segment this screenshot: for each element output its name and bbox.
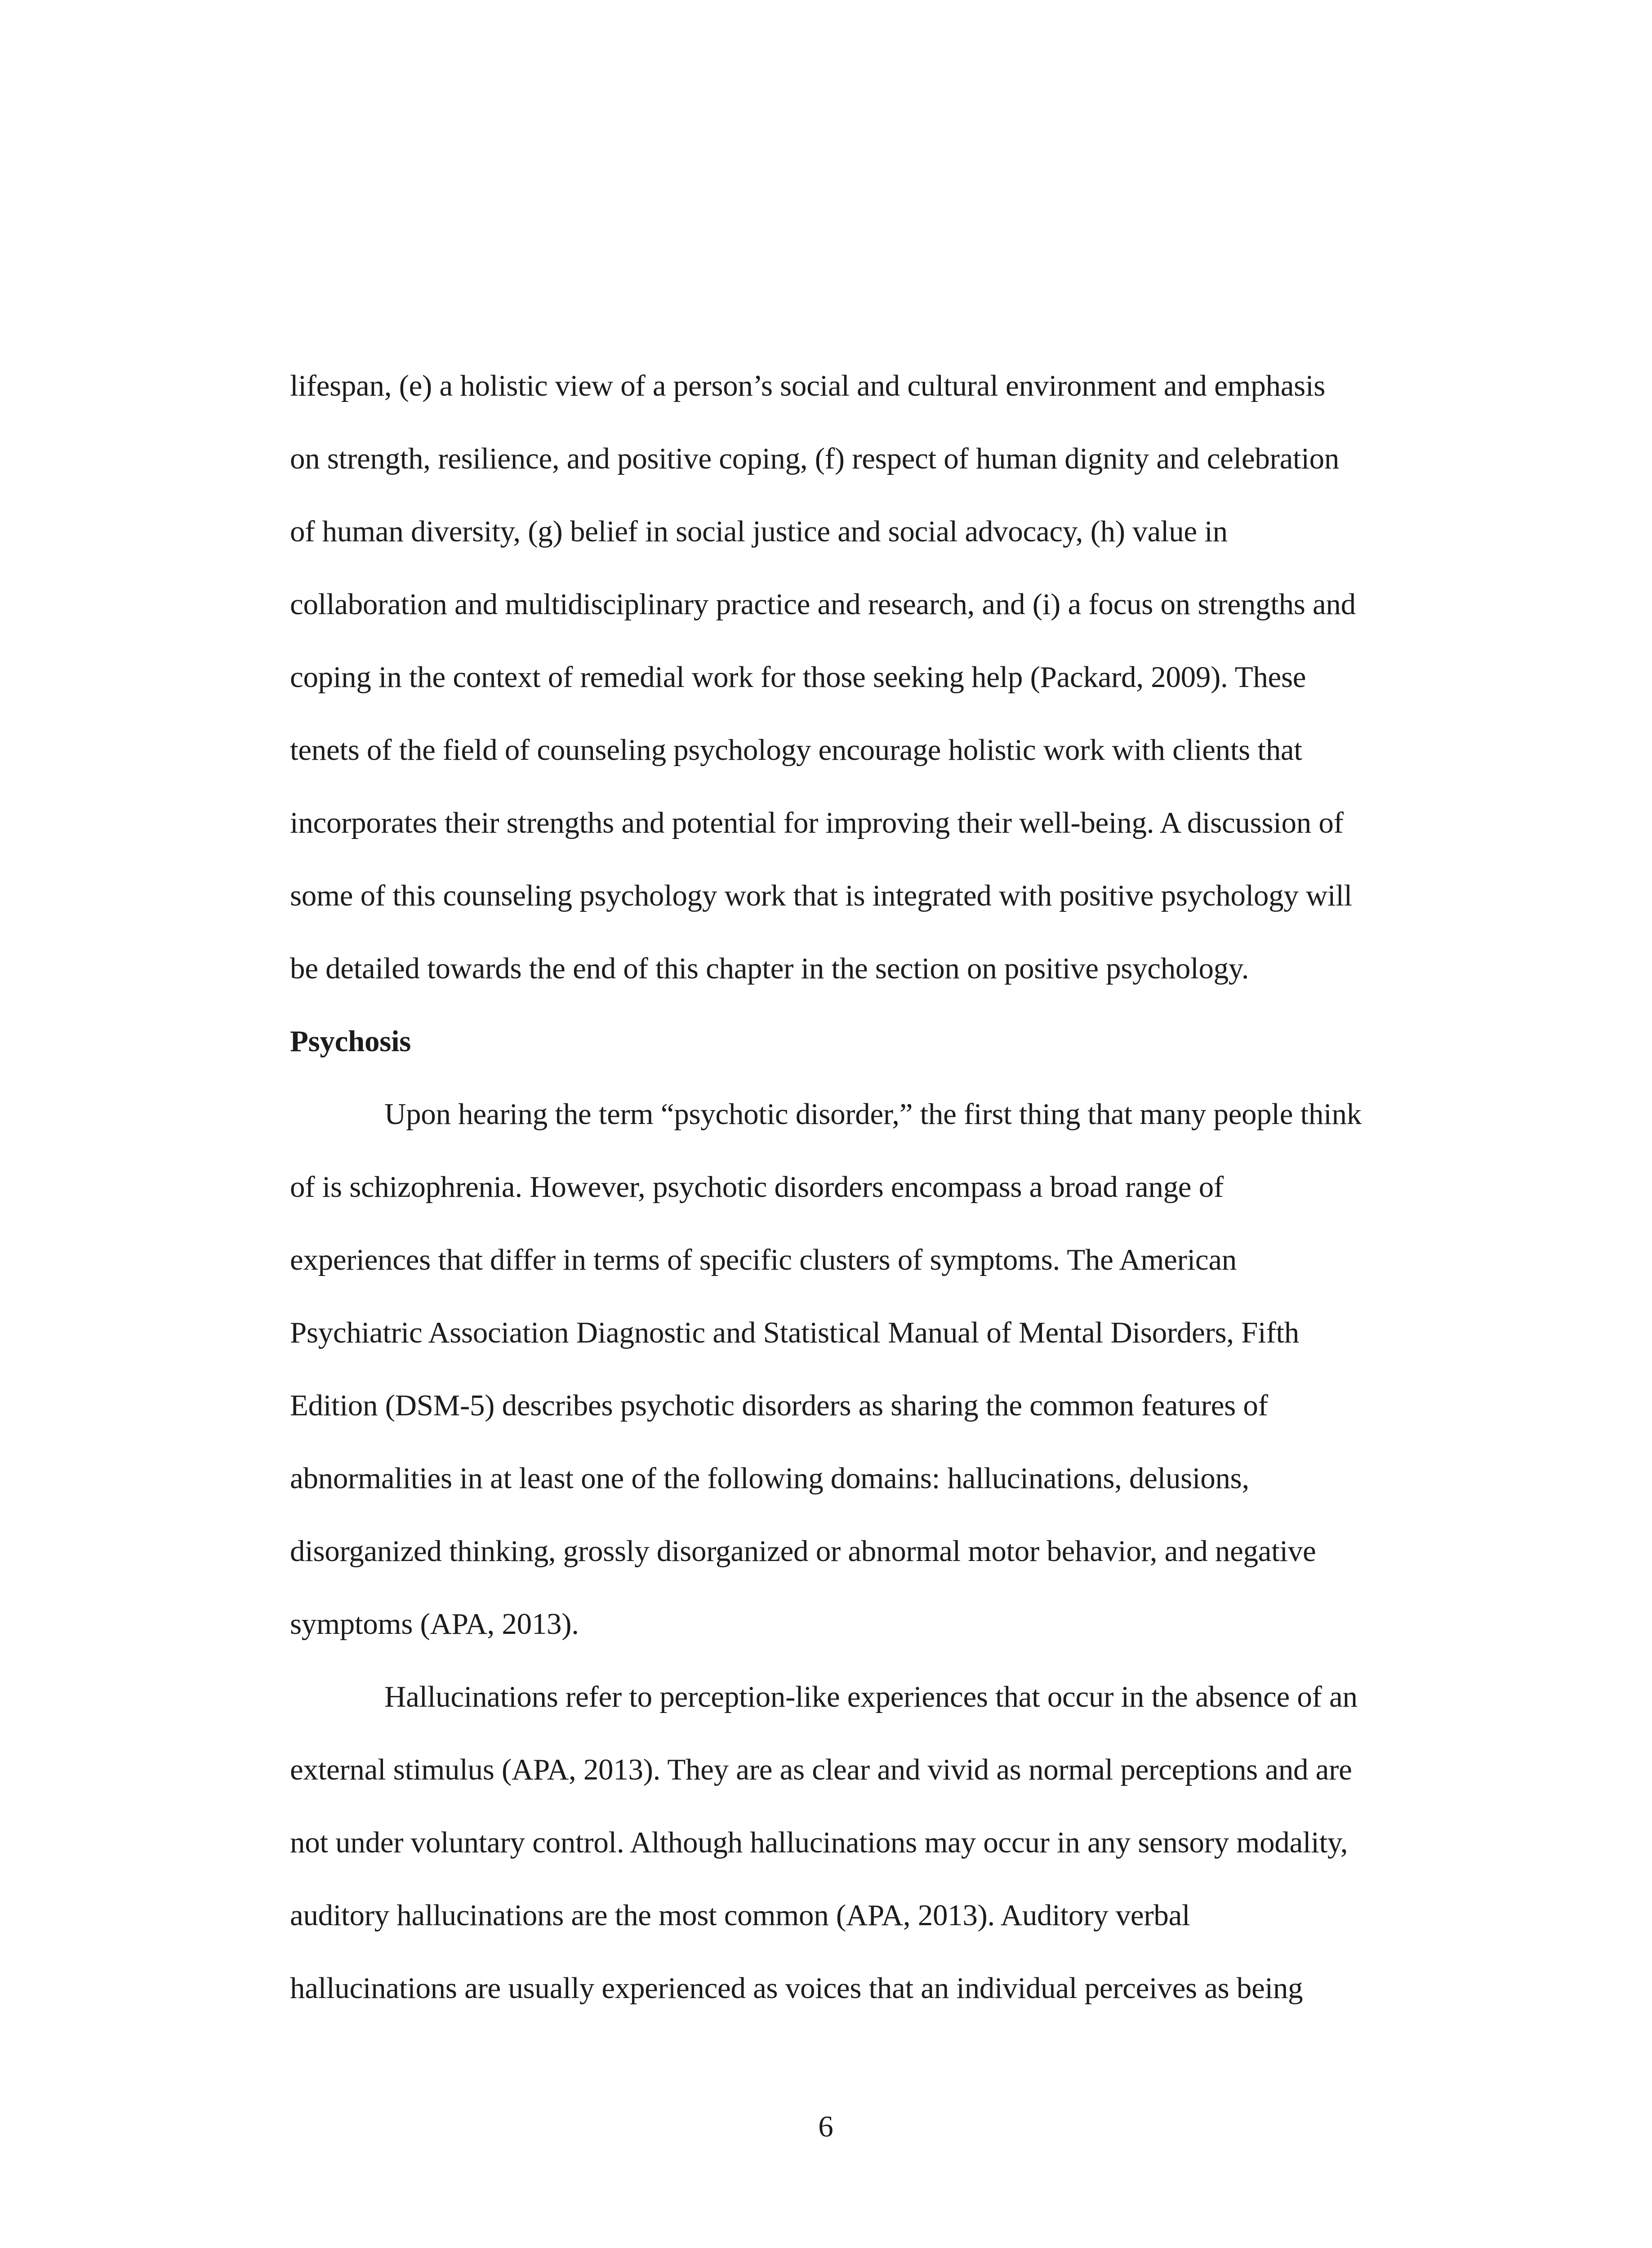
- section-heading: Psychosis: [290, 1025, 411, 1058]
- body-text-line: on strength, resilience, and positive coping, (f) respect of human dignity and celebration: [290, 442, 1340, 475]
- body-text-line: disorganized thinking, grossly disorganized or abnormal motor behavior, and negative: [290, 1534, 1316, 1568]
- body-text-line: of human diversity, (g) belief in social justice and social advocacy, (h) value in: [290, 515, 1228, 548]
- body-text-line: symptoms (APA, 2013).: [290, 1607, 579, 1641]
- body-text-line: coping in the context of remedial work for those seeking help (Packard, 2009). These: [290, 660, 1306, 694]
- body-text-line: external stimulus (APA, 2013). They are as clear and vivid as normal perceptions and are: [290, 1753, 1352, 1786]
- body-text-line: incorporates their strengths and potential for improving their well-being. A discussion of: [290, 806, 1344, 839]
- body-text-line: Edition (DSM-5) describes psychotic disorders as sharing the common features of: [290, 1389, 1268, 1422]
- body-text-line: collaboration and multidisciplinary practice and research, and (i) a focus on strengths and: [290, 588, 1356, 621]
- body-text-line: some of this counseling psychology work that is integrated with positive psychology will: [290, 879, 1352, 912]
- body-text-line: abnormalities in at least one of the following domains: hallucinations, delusions,: [290, 1462, 1249, 1495]
- paragraph-first-line: Upon hearing the term “psychotic disorder,” the first thing that many people think: [384, 1097, 1362, 1131]
- paragraph-first-line: Hallucinations refer to perception-like experiences that occur in the absence of an: [384, 1680, 1358, 1713]
- page-number: 6: [818, 2110, 833, 2143]
- body-text-line: be detailed towards the end of this chapter in the section on positive psychology.: [290, 952, 1249, 985]
- body-text-line: hallucinations are usually experienced as voices that an individual perceives as being: [290, 1971, 1303, 2005]
- body-text-line: tenets of the field of counseling psychology encourage holistic work with clients that: [290, 733, 1302, 767]
- body-text-line: of is schizophrenia. However, psychotic disorders encompass a broad range of: [290, 1170, 1224, 1204]
- body-text-line: auditory hallucinations are the most common (APA, 2013). Auditory verbal: [290, 1899, 1190, 1932]
- body-text-line: experiences that differ in terms of specific clusters of symptoms. The American: [290, 1243, 1237, 1276]
- body-text-line: Psychiatric Association Diagnostic and Statistical Manual of Mental Disorders, Fifth: [290, 1316, 1299, 1349]
- body-text-line: lifespan, (e) a holistic view of a person’s social and cultural environment and emphasis: [290, 369, 1326, 402]
- body-text-line: not under voluntary control. Although hallucinations may occur in any sensory modality,: [290, 1826, 1348, 1859]
